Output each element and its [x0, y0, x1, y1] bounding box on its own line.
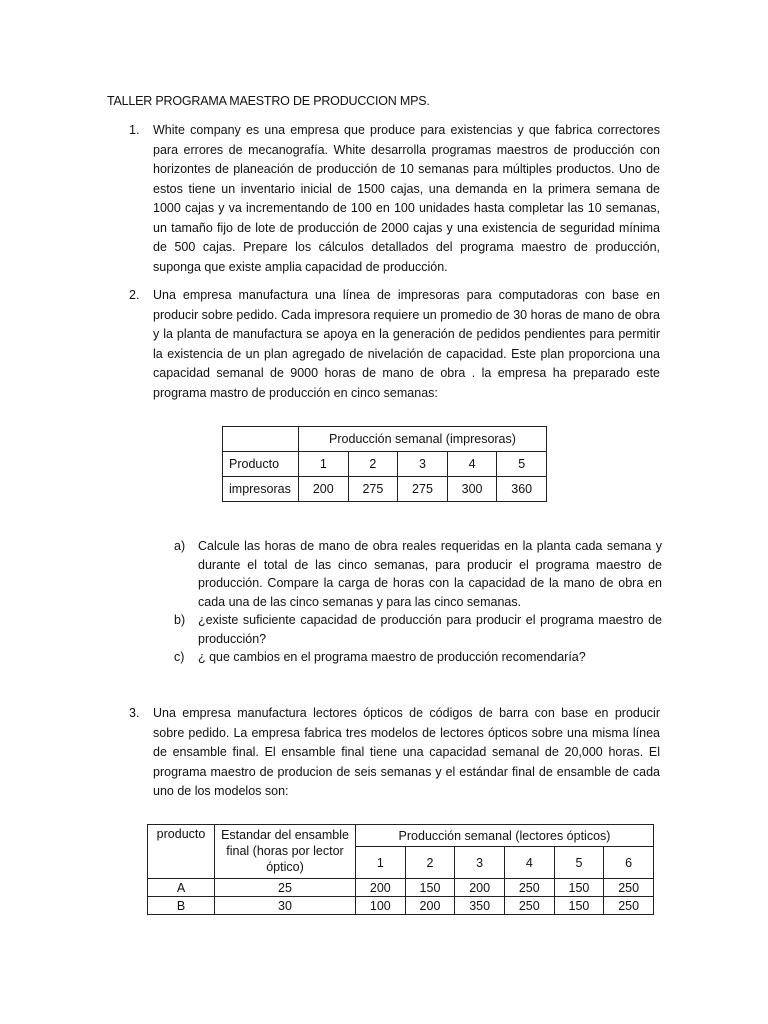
table-cell: 200 — [405, 897, 455, 915]
subquestion-text: Calcule las horas de mano de obra reales requeridas en la planta cada semana y durante el total de las cinco semanas, para producir el programa maestro de producción. Compare la carga de horas con la capacidad de la mano de obra en cada una de las cinco semanas y para las cinco semanas. — [198, 539, 662, 609]
week-header: 4 — [447, 452, 497, 477]
question-text: White company es una empresa que produce para existencias y que fabrica correctores para errores de mecanografía. White desarrolla programas maestros de producción con horizontes de planeación de producción de 10 semanas para múltiples productos. Uno de estos tiene un inventario inicial de 1500 cajas, una demanda en la primera semana de 1000 cajas y va incrementando de 100 en 100 unidades hasta completar las 10 semanas, un tamaño fijo de lote de producción de 2000 cajas y una existencia de seguridad mínima de 500 cajas. Prepare los cálculos detallados del programa maestro de producción, suponga que existe amplia capacidad de producción. — [153, 123, 660, 274]
subquestion-label: b) — [174, 613, 186, 627]
subquestion-label: a) — [174, 539, 186, 553]
subquestions-list — [174, 537, 662, 667]
table-cell: 360 — [497, 477, 547, 502]
week-header: 5 — [554, 847, 604, 879]
week-header: 5 — [497, 452, 547, 477]
table-row — [148, 879, 654, 897]
table-header: Producción semanal (lectores ópticos) — [356, 825, 654, 847]
subquestion-a — [174, 537, 662, 611]
question-number: 3. — [129, 706, 140, 720]
week-header: 3 — [455, 847, 505, 879]
week-header: 2 — [405, 847, 455, 879]
question-3 — [107, 704, 660, 802]
table-cell: 250 — [504, 879, 554, 897]
table-cell: 250 — [604, 897, 654, 915]
table-cell: 100 — [356, 897, 406, 915]
standard-column-header: Estandar del ensamble final (horas por lector óptico) — [215, 825, 356, 879]
table-cell: 250 — [604, 879, 654, 897]
standard-cell: 25 — [215, 879, 356, 897]
empty-header-cell — [223, 427, 299, 452]
row-label: impresoras — [223, 477, 299, 502]
printer-production-table — [222, 426, 547, 502]
question-text: Una empresa manufactura lectores ópticos de códigos de barra con base en producir sobre pedido. La empresa fabrica tres modelos de lectores ópticos sobre una misma línea de ensamble final. El ensamble final tiene una capacidad semanal de 20,000 horas. El programa maestro de producion de seis semanas y el estándar final de ensamble de cada uno de los modelos son: — [153, 706, 660, 798]
question-number: 2. — [129, 288, 140, 302]
week-header: 3 — [398, 452, 448, 477]
week-header: 1 — [299, 452, 349, 477]
table-cell: 150 — [554, 879, 604, 897]
product-cell: B — [148, 897, 215, 915]
standard-cell: 30 — [215, 897, 356, 915]
question-2 — [107, 286, 660, 403]
question-text: Una empresa manufactura una línea de impresoras para computadoras con base en producir sobre pedido. Cada impresora requiere un promedio de 30 horas de mano de obra y la planta de manufactura se apoya en la generación de pedidos pendientes para permitir la existencia de un plan agregado de nivelación de capacidad. Este plan proporciona una capacidad semanal de 9000 horas de mano de obra . la empresa ha preparado este programa mastro de producción en cinco semanas: — [153, 288, 660, 400]
table-cell: 275 — [398, 477, 448, 502]
document-title: TALLER PROGRAMA MAESTRO DE PRODUCCION MPS. — [107, 94, 430, 108]
table-cell: 150 — [405, 879, 455, 897]
table-header: Producción semanal (impresoras) — [299, 427, 547, 452]
subquestion-b — [174, 611, 662, 648]
table-cell: 200 — [299, 477, 349, 502]
table-cell: 300 — [447, 477, 497, 502]
scanner-production-table — [147, 824, 654, 915]
subquestion-label: c) — [174, 650, 185, 664]
question-number: 1. — [129, 123, 140, 137]
table-cell: 250 — [504, 897, 554, 915]
product-column-header: producto — [148, 825, 215, 879]
product-label: Producto — [223, 452, 299, 477]
week-header: 6 — [604, 847, 654, 879]
table-cell: 350 — [455, 897, 505, 915]
week-header: 4 — [504, 847, 554, 879]
table-cell: 200 — [356, 879, 406, 897]
subquestion-text: ¿ que cambios en el programa maestro de producción recomendaría? — [198, 650, 586, 664]
table-cell: 275 — [348, 477, 398, 502]
table-cell: 150 — [554, 897, 604, 915]
week-header: 2 — [348, 452, 398, 477]
question-1 — [107, 121, 660, 277]
table-cell: 200 — [455, 879, 505, 897]
week-header: 1 — [356, 847, 406, 879]
subquestion-c — [174, 648, 662, 667]
table-row — [148, 897, 654, 915]
subquestion-text: ¿existe suficiente capacidad de producción para producir el programa maestro de producción? — [198, 613, 662, 646]
product-cell: A — [148, 879, 215, 897]
